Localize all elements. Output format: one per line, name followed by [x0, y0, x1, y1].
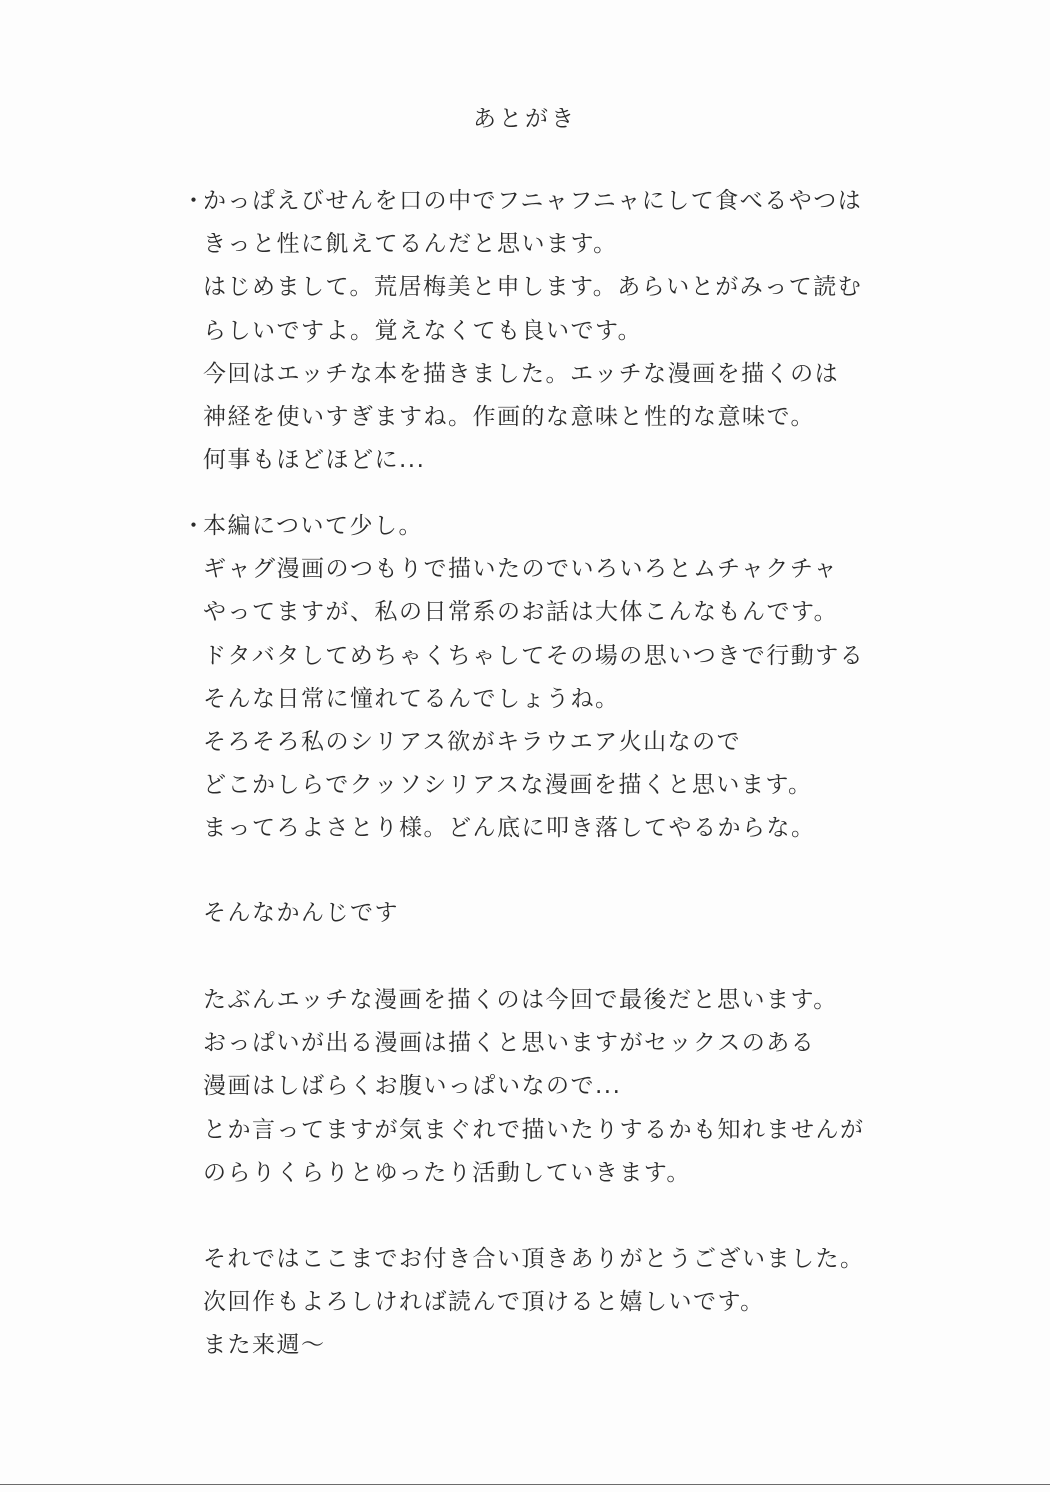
text-line: ギャグ漫画のつもりで描いたのでいろいろとムチャクチャ	[203, 556, 839, 583]
text-line: そんな日常に憧れてるんでしょうね。	[203, 685, 620, 712]
text-line: 神経を使いすぎますね。作画的な意味と性的な意味で。	[203, 403, 816, 430]
text-line: はじめまして。荒居梅美と申します。あらいとがみって読む	[203, 274, 863, 301]
text-line: きっと性に飢えてるんだと思います。	[203, 231, 618, 258]
text-line: また来週～	[203, 1332, 326, 1359]
text-line: 次回作もよろしければ読んで頂けると嬉しいです。	[203, 1289, 765, 1316]
text-line: そんなかんじです	[203, 900, 399, 926]
section-intro	[182, 180, 903, 482]
text-line: とか言ってますが気まぐれで描いたりするかも知れませんが	[203, 1116, 865, 1143]
text-line: やってますが、私の日常系のお話は大体こんなもんです。	[203, 599, 839, 626]
bullet-marker: ・	[182, 513, 205, 539]
text-line: それではここまでお付き合い頂きありがとうございました。	[203, 1246, 865, 1272]
text-line: 漫画はしばらくお腹いっぱいなので...	[203, 1073, 622, 1100]
section-summary	[203, 892, 903, 935]
text-line: そろそろ私のシリアス欲がキラウエア火山なので	[203, 728, 742, 755]
section-closing	[203, 1238, 903, 1368]
text-line: ドタバタしてめちゃくちゃしてその場の思いつきで行動する	[203, 642, 865, 669]
text-line: 本編について少し。	[203, 513, 424, 539]
text-line: かっぱえびせんを口の中でフニャフニャにして食べるやつは	[203, 188, 863, 214]
page-edge-line	[0, 1484, 1050, 1485]
text-line: 今回はエッチな本を描きました。エッチな漫画を描くのは	[203, 360, 840, 387]
page-title: あとがき	[473, 106, 577, 132]
text-line: らしいですよ。覚えなくても良いです。	[203, 317, 643, 344]
text-line: たぶんエッチな漫画を描くのは今回で最後だと思います。	[203, 987, 838, 1013]
text-line: どこかしらでクッソシリアスな漫画を描くと思います。	[203, 772, 813, 799]
text-line: 何事もほどほどに...	[203, 447, 426, 474]
section-future	[203, 979, 903, 1195]
section-main-story	[182, 505, 903, 851]
bullet-marker: ・	[182, 188, 205, 214]
text-line: まってろよさとり様。どん底に叩き落してやるからな。	[203, 815, 816, 842]
text-line: のらりくらりとゆったり活動していきます。	[203, 1159, 691, 1186]
text-line: おっぱいが出る漫画は描くと思いますがセックスのある	[203, 1030, 816, 1057]
